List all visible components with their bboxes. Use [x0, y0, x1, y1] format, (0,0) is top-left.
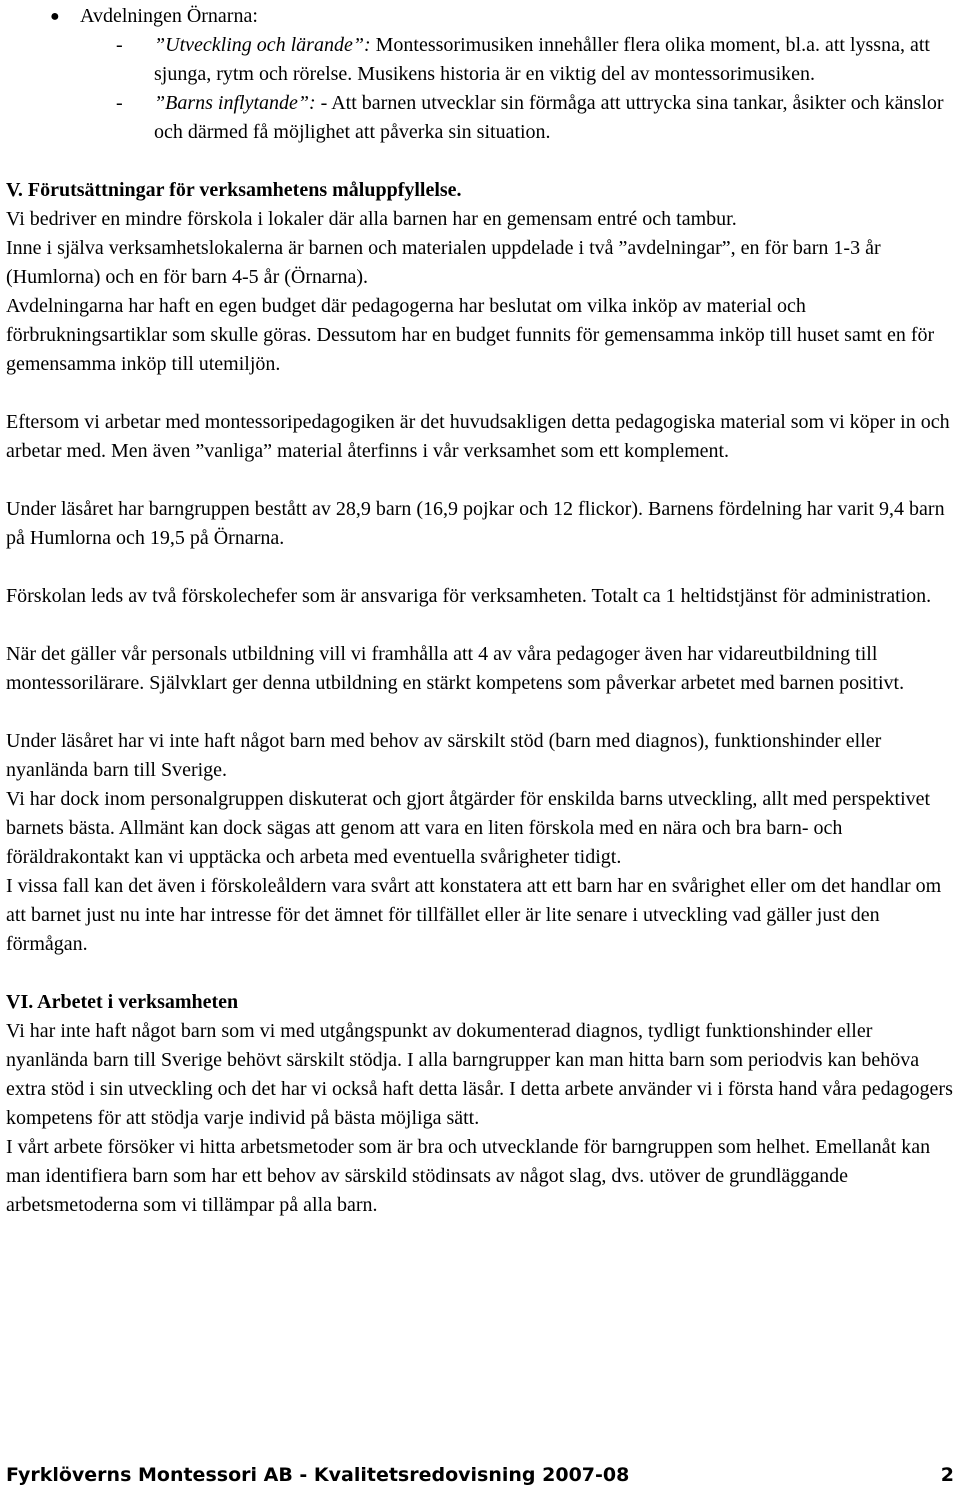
sub-item-text: [154, 89, 954, 147]
paragraph: Förskolan leds av två förskolechefer som är ansvariga för verksamheten. Totalt ca 1 heltidstjänst för administration.: [6, 585, 932, 607]
page-number: 2: [940, 1464, 954, 1486]
paragraph: Eftersom vi arbetar med montessoripedagogiken är det huvudsakligen detta pedagogiska material som vi köper in och arbetar med. Men även ”vanliga” material återfinns i vår verksamhet som ett komplement.: [6, 411, 950, 462]
dash-marker: -: [116, 92, 123, 114]
sub-item-text: [154, 31, 954, 89]
paragraph: Under läsåret har vi inte haft något barn med behov av särskilt stöd (barn med diagnos), funktionshinder eller nyanlända barn till Sverige.: [6, 730, 882, 781]
paragraph: Vi har inte haft något barn som vi med utgångspunkt av dokumenterad diagnos, tydligt funktionshinder eller nyanlända barn till Sverige behövt särskilt stödja. I alla barngrupper kan man hitta barn som periodvis kan behöva extra stöd i sin utveckling och det har vi också haft detta läsår. I detta arbete använder vi i första hand våra pedagogers kompetens för att stödja varje individ på bästa möjliga sätt.: [6, 1020, 953, 1129]
sub-item-title: ”Utveckling och lärande”:: [154, 34, 371, 56]
paragraph: I vissa fall kan det även i förskoleåldern vara svårt att konstatera att ett barn har en svårighet eller om det handlar om att barnet just nu inte har intresse för det ämnet för tillfället eller är lite senare i utveckling vad gäller just den förmågan.: [6, 875, 942, 955]
sub-item: [6, 31, 954, 89]
bullet-item: [6, 2, 954, 31]
sub-item-body: - Att barnen utvecklar sin förmåga att uttrycka sina tankar, åsikter och känslor och därmed få möjlighet att påverka sin situation.: [154, 92, 944, 143]
paragraph: Under läsåret har barngruppen bestått av 28,9 barn (16,9 pojkar och 12 flickor). Barnens fördelning har varit 9,4 barn på Humlorna och 19,5 på Örnarna.: [6, 498, 945, 549]
section-heading: V. Förutsättningar för verksamhetens måluppfyllelse.: [6, 179, 462, 201]
section-heading: VI. Arbetet i verksamheten: [6, 991, 239, 1013]
paragraph: Vi bedriver en mindre förskola i lokaler där alla barnen har en gemensam entré och tambur.: [6, 208, 737, 230]
document-page: [6, 2, 954, 1220]
paragraph: Avdelningarna har haft en egen budget där pedagogerna har beslutat om vilka inköp av material och förbrukningsartiklar som skulle göras. Dessutom har en budget funnits för gemensamma inköp till huset samt en för gemensamma inköp till utemiljön.: [6, 295, 935, 375]
paragraph: När det gäller vår personals utbildning vill vi framhålla att 4 av våra pedagoger även har vidareutbildning till montessorilärare. Självklart ger denna utbildning en stärkt kompetens som påverkar arbetet med barnen positivt.: [6, 643, 905, 694]
sub-item-title: ”Barns inflytande”:: [154, 92, 316, 114]
page-footer: [6, 1460, 954, 1490]
dash-marker: -: [116, 34, 123, 56]
bullet-title: Avdelningen Örnarna:: [80, 5, 258, 27]
sub-item: [6, 89, 954, 147]
sub-item-body: Montessorimusiken innehåller flera olika moment, bl.a. att lyssna, att sjunga, rytm och rörelse. Musikens historia är en viktig del av montessorimusiken.: [154, 34, 930, 85]
paragraph: Vi har dock inom personalgruppen diskuterat och gjort åtgärder för enskilda barns utveckling, allt med perspektivet barnets bästa. Allmänt kan dock sägas att genom att vara en liten förskola med en nära och bra barn- och föräldrakontakt kan vi upptäcka och arbeta med eventuella svårigheter tidigt.: [6, 788, 931, 868]
footer-title: Fyrklöverns Montessori AB - Kvalitetsredovisning 2007-08: [6, 1464, 630, 1486]
paragraph: I vårt arbete försöker vi hitta arbetsmetoder som är bra och utvecklande för barngruppen som helhet. Emellanåt kan man identifiera barn som har ett behov av särskild stödinsats av något slag, dvs. utöver de grundläggande arbetsmetoderna som vi tillämpar på alla barn.: [6, 1136, 931, 1216]
paragraph: Inne i själva verksamhetslokalerna är barnen och materialen uppdelade i två ”avdelningar”, en för barn 1-3 år (Humlorna) och en för barn 4-5 år (Örnarna).: [6, 237, 881, 288]
bullet-icon: ●: [50, 8, 60, 25]
